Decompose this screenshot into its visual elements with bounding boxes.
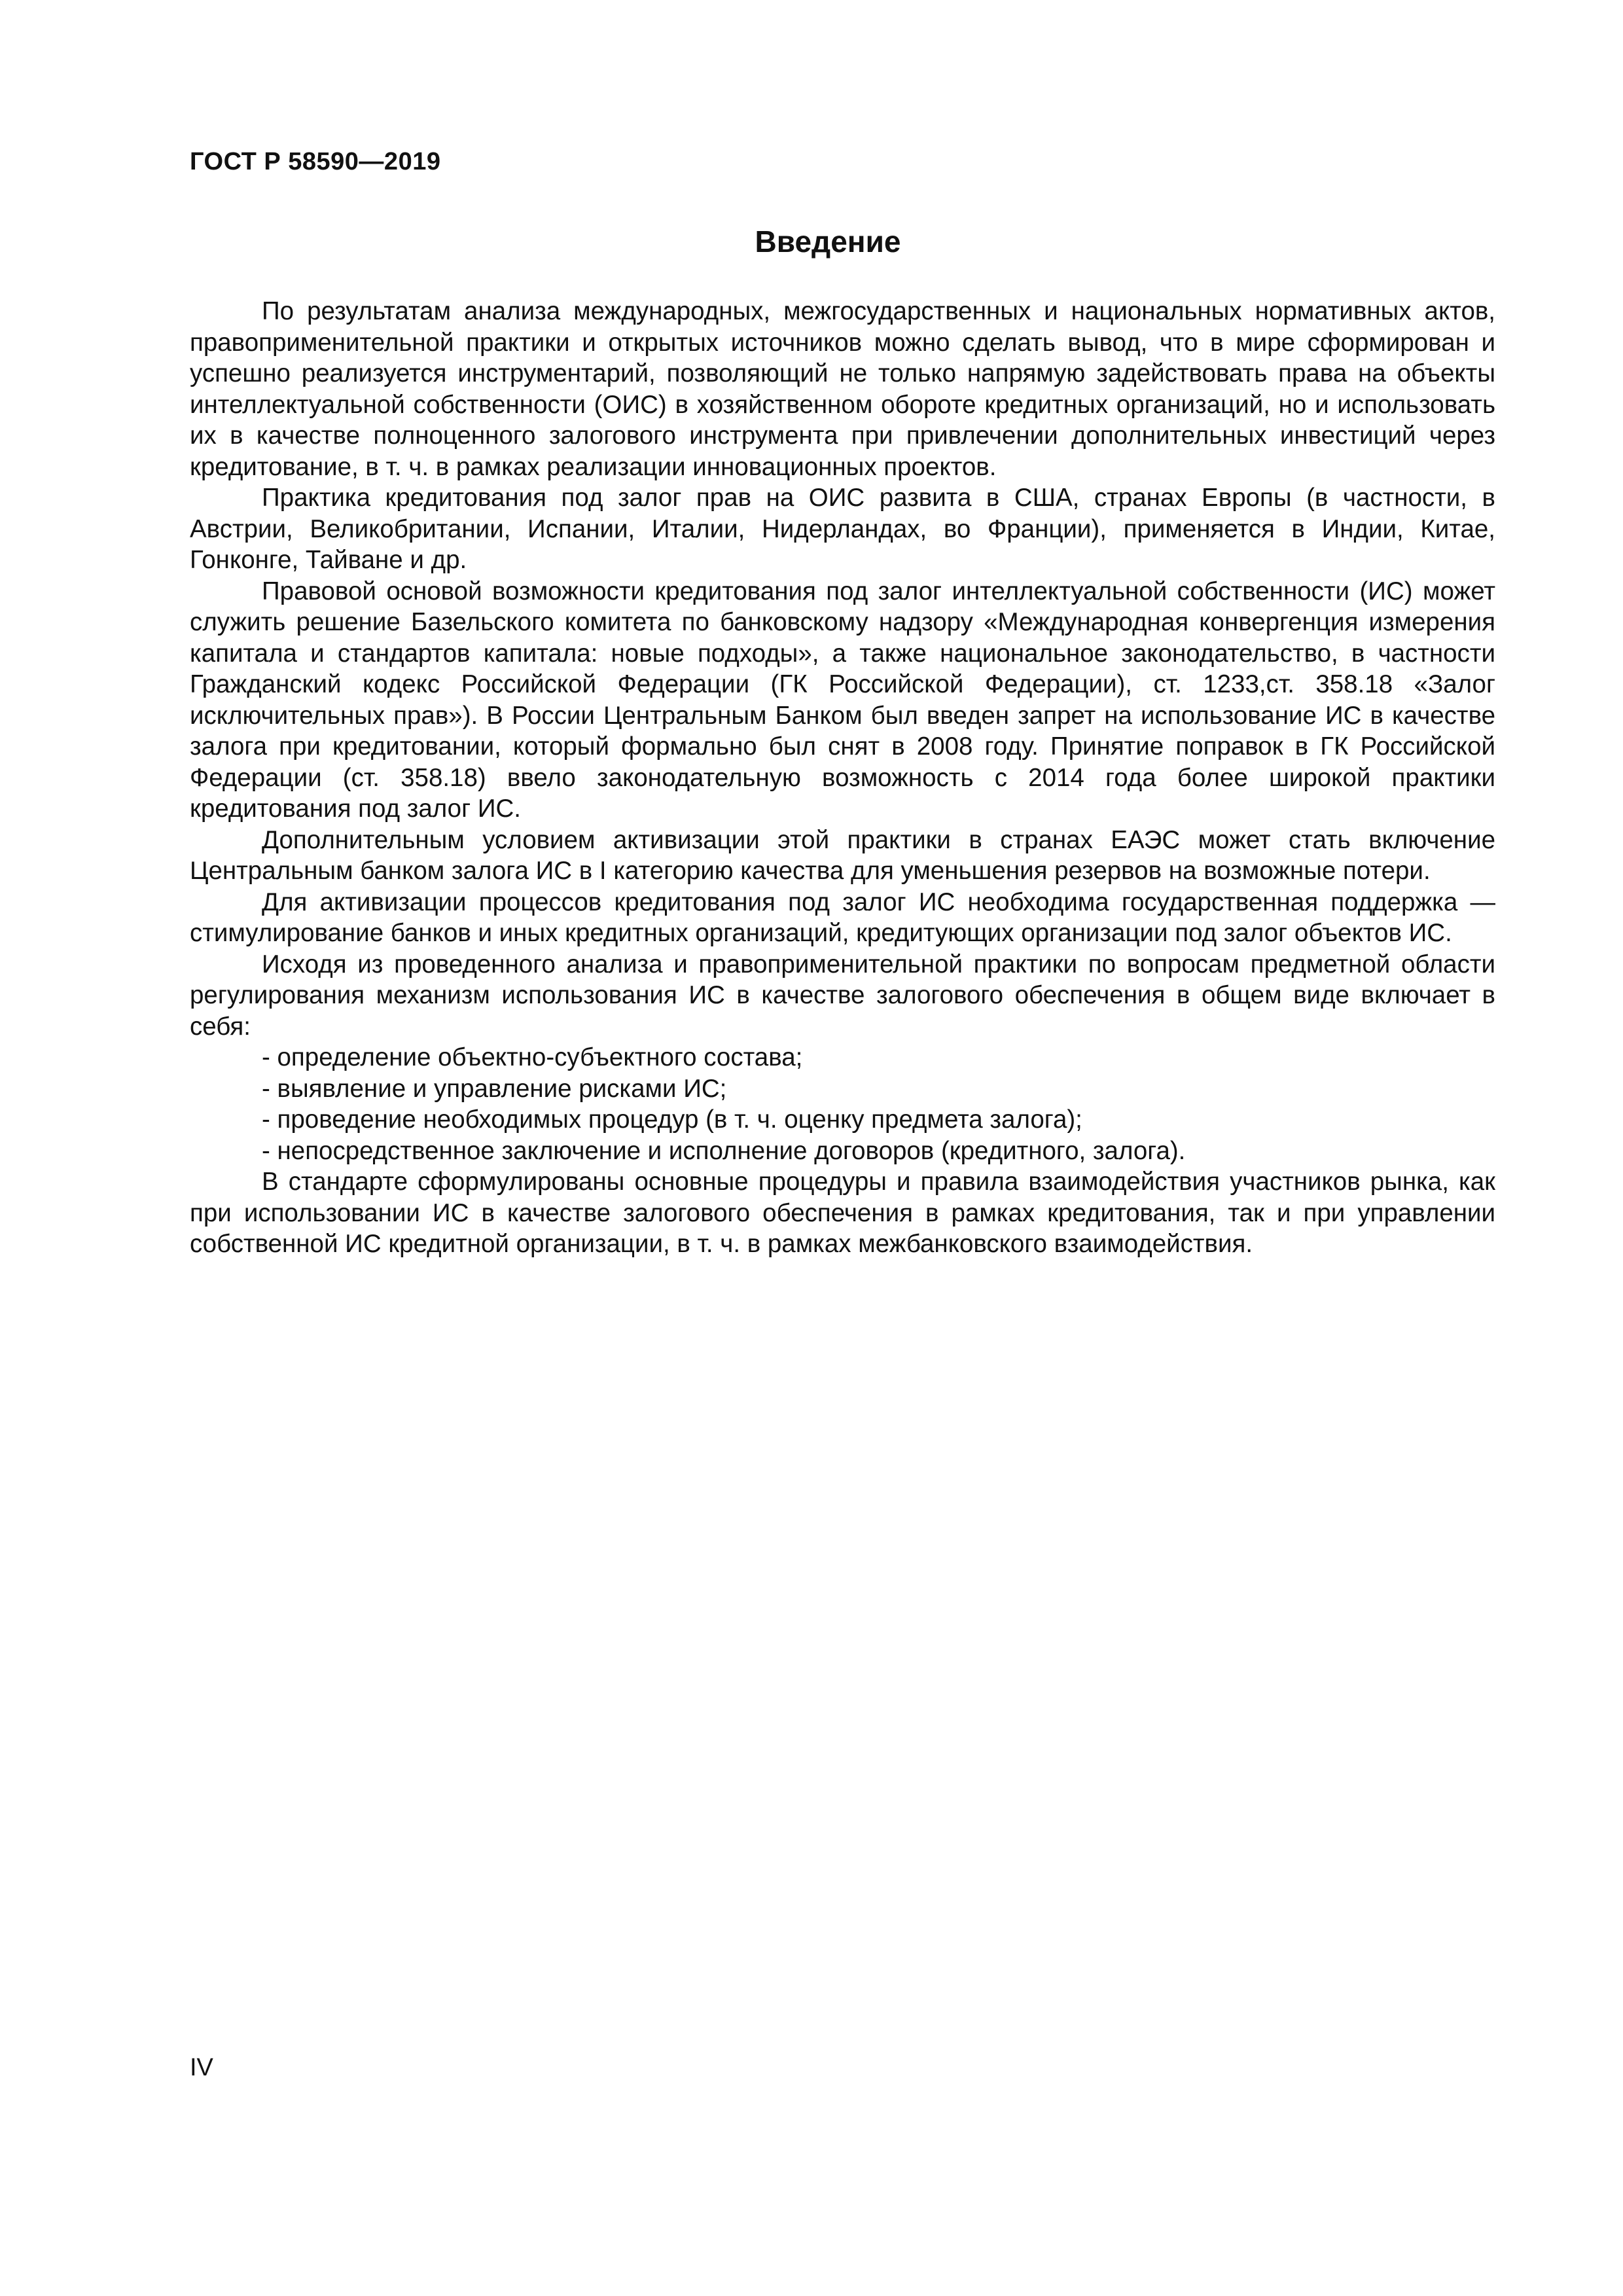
document-header: ГОСТ Р 58590—2019 — [190, 148, 441, 175]
paragraph-2: Практика кредитования под залог прав на ОИС развита в США, странах Европы (в частности, в Австрии, Великобритании, Испании, Италии, Нидерландах, во Франции), применяется в Индии, Китае, Гонконге, Тайване и др. — [190, 484, 1495, 574]
paragraph-3: Правовой основой возможности кредитования под залог интеллектуальной собственности (ИС) может служить решение Базельского комитета по банковскому надзору «Международная конвергенция измерения капитала и стандартов капитала: новые подходы», а также национальное законодательство, в частности Гражданский кодекс Российской Федерации (ГК Российской Федерации), ст. 1233,ст. 358.18 «Залог исключительных прав»). В России Центральным Банком был введен запрет на использование ИС в качестве залога при кредитовании, который формально был снят в 2008 году. Принятие поправок в ГК Российской Федерации (ст. 358.18) ввело законодательную возможность с 2014 года более широкой практики кредитования под залог ИС. — [190, 577, 1495, 823]
list-item: - определение объектно-субъектного состава; — [262, 1043, 803, 1071]
closing-paragraph: В стандарте сформулированы основные процедуры и правила взаимодействия участников рынка, как при использовании ИС в качестве залогового обеспечения в рамках кредитования, так и при управлении собственной ИС кредитной организации, в т. ч. в рамках межбанковского взаимодействия. — [190, 1168, 1495, 1258]
page-number: IV — [190, 2054, 213, 2081]
list-item: - выявление и управление рисками ИС; — [262, 1074, 727, 1103]
list-item: - проведение необходимых процедур (в т. ч. оценку предмета залога); — [262, 1105, 1082, 1134]
page-title: Введение — [755, 224, 901, 259]
body-text — [190, 296, 1495, 1260]
paragraph-5: Для активизации процессов кредитования под залог ИС необходима государственная поддержка — стимулирование банков и иных кредитных организаций, кредитующих организации под залог объектов ИС. — [190, 888, 1495, 947]
paragraph-4: Дополнительным условием активизации этой практики в странах ЕАЭС может стать включение Центральным банком залога ИС в I категорию качества для уменьшения резервов на возможные потери. — [190, 825, 1495, 885]
paragraph-1: По результатам анализа международных, межгосударственных и национальных нормативных актов, правоприменительной практики и открытых источников можно сделать вывод, что в мире сформирован и успешно реализуется инструментарий, позволяющий не только напрямую задействовать права на объекты интеллектуальной собственности (ОИС) в хозяйственном обороте кредитных организаций, но и использовать их в качестве полноценного залогового инструмента при привлечении дополнительных инвестиций через кредитование, в т. ч. в рамках реализации инновационных проектов. — [190, 297, 1495, 481]
mechanism-list — [190, 1042, 1495, 1166]
list-item: - непосредственное заключение и исполнение договоров (кредитного, залога). — [262, 1136, 1186, 1165]
paragraph-6: Исходя из проведенного анализа и правоприменительной практики по вопросам предметной области регулирования механизм использования ИС в качестве залогового обеспечения в общем виде включает в себя: — [190, 950, 1495, 1041]
